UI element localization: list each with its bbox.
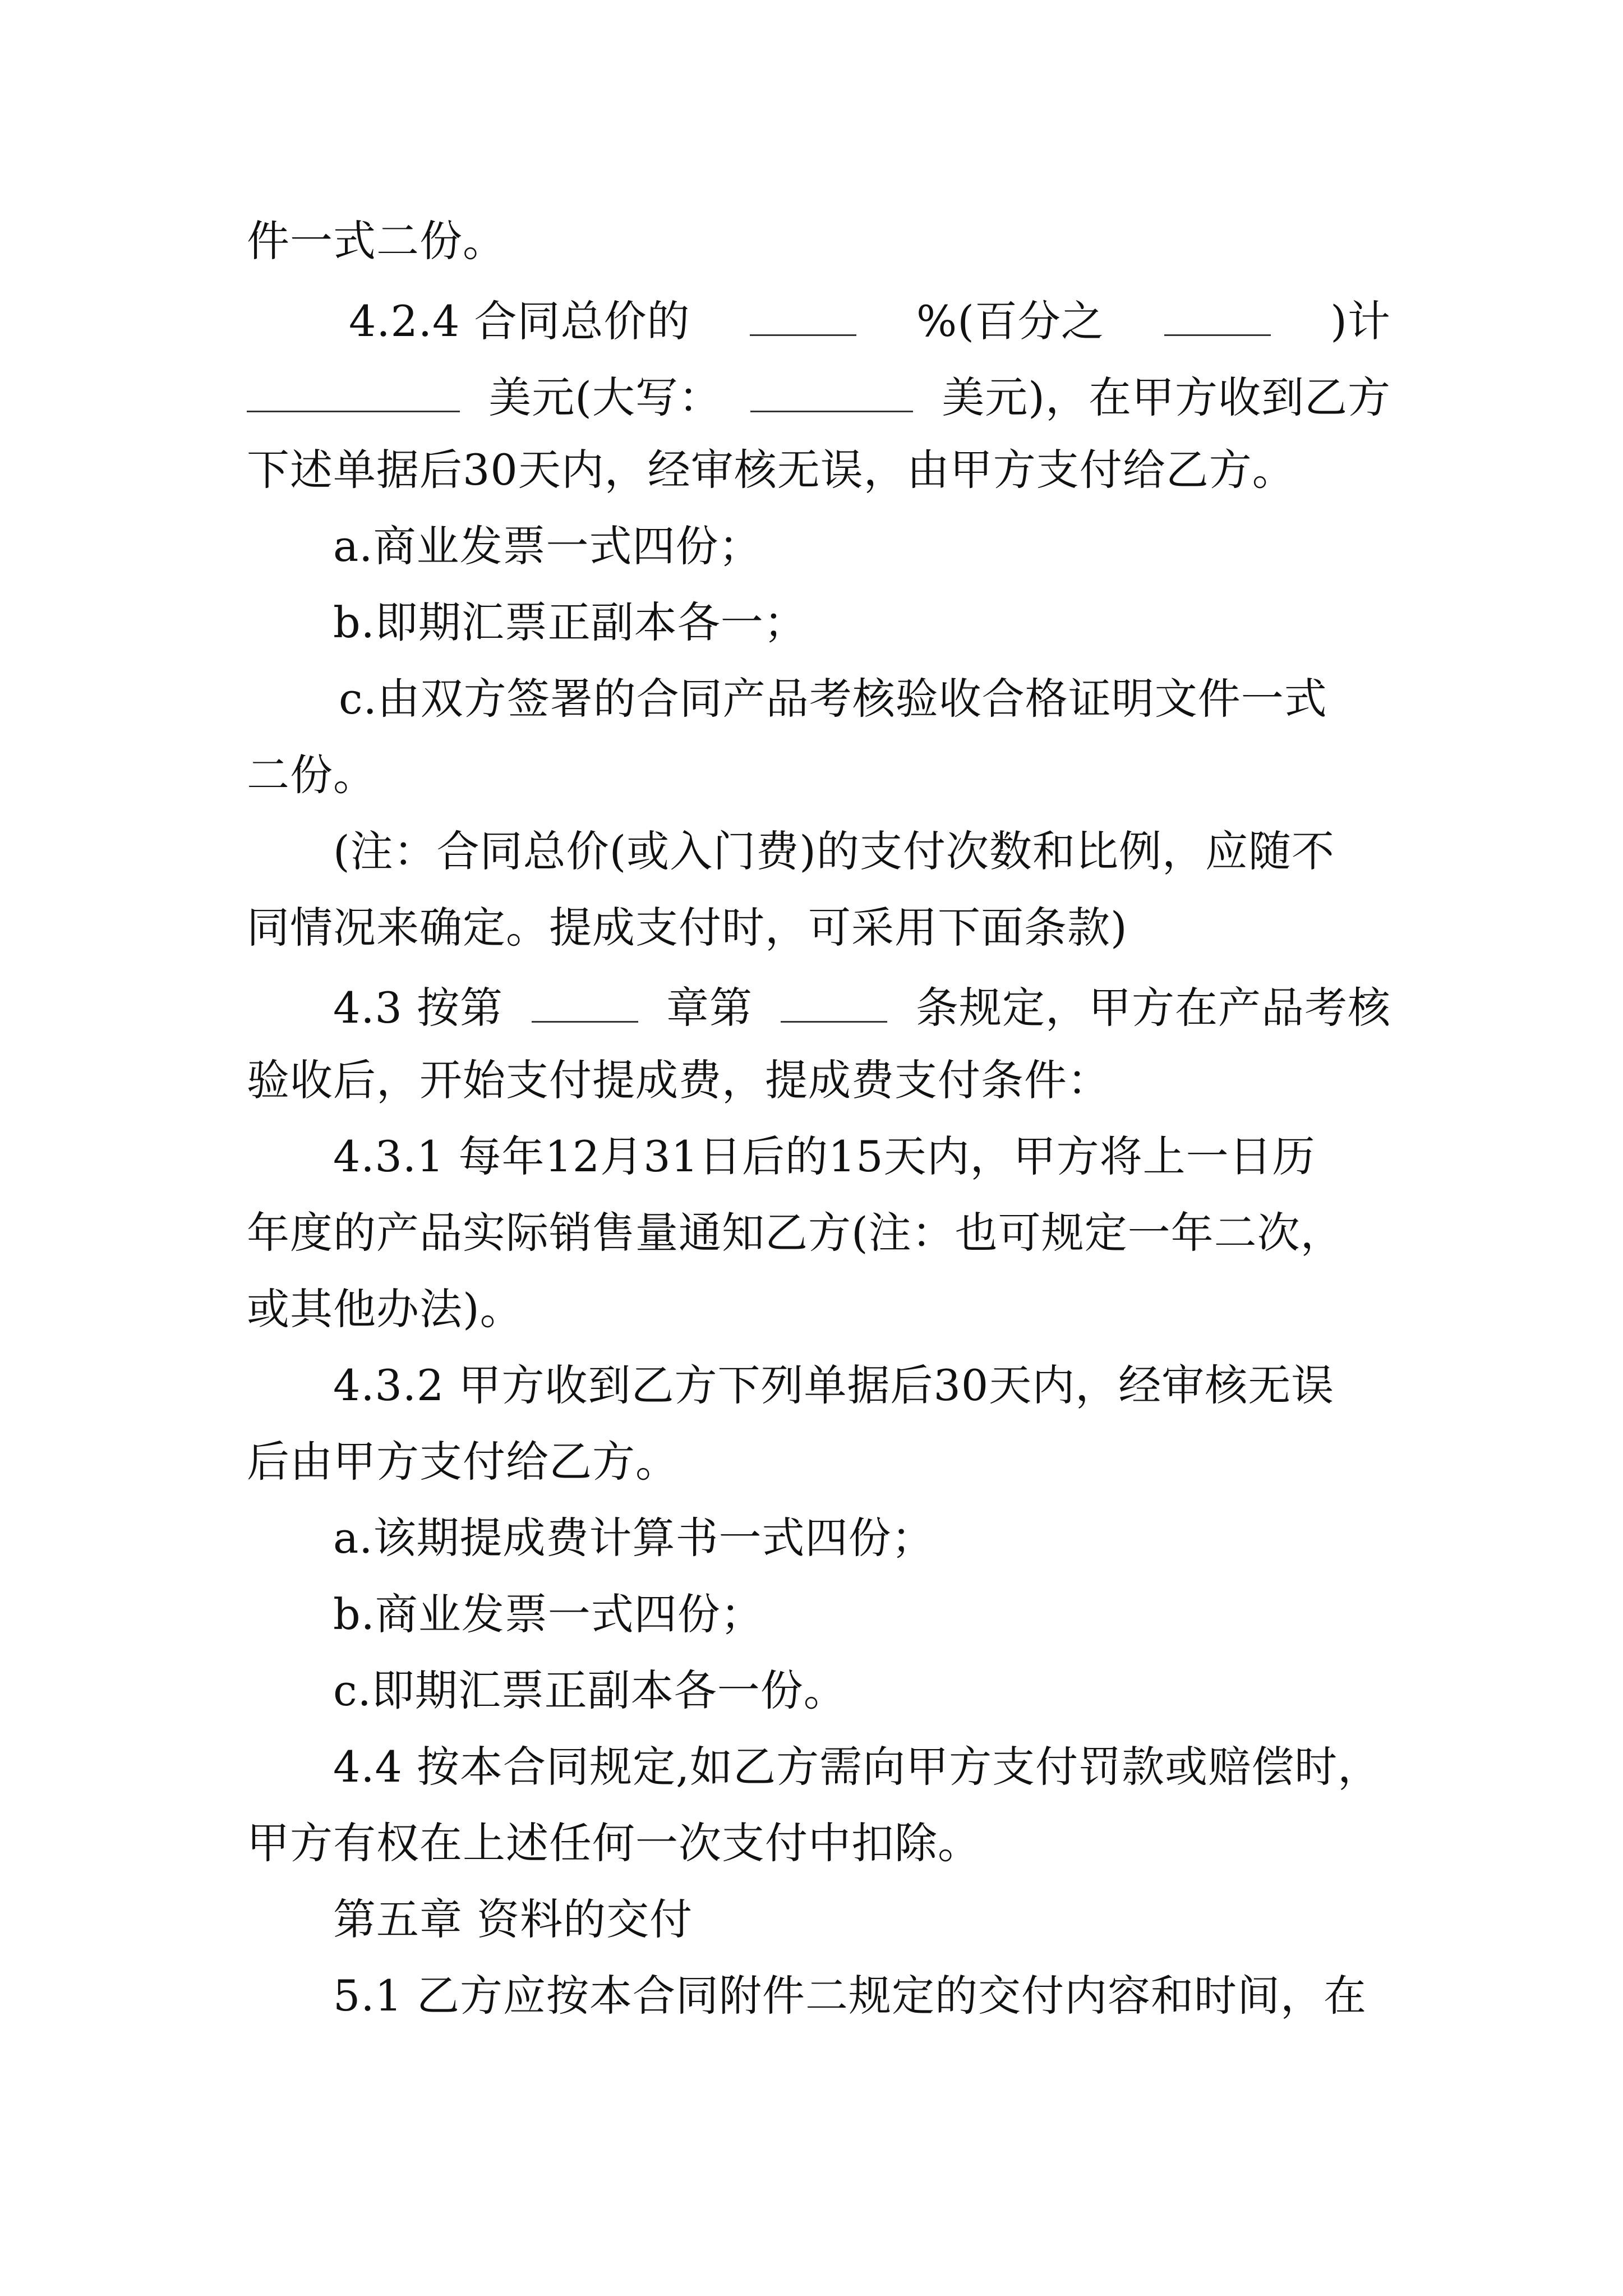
clause-line: 5.1 乙方应按本合同附件二规定的交付内容和时间，在 bbox=[333, 1971, 1367, 2021]
clause-line: 4.3.1 每年12月31日后的15天内，甲方将上一日历 bbox=[333, 1131, 1316, 1181]
percent-blank-field[interactable] bbox=[750, 296, 856, 336]
text-line: 年度的产品实际销售量通知乙方(注：也可规定一年二次， bbox=[247, 1208, 1344, 1258]
list-item: b.商业发票一式四份； bbox=[333, 1589, 764, 1639]
text-line: 后由甲方支付给乙方。 bbox=[247, 1437, 679, 1487]
clause-text: 4.2.4 合同总价的 bbox=[349, 296, 690, 347]
usd-amount-blank-field[interactable] bbox=[247, 372, 460, 412]
clause-text: 章第 bbox=[666, 983, 753, 1033]
chapter-blank-field[interactable] bbox=[532, 983, 638, 1023]
list-item: c.即期汇票正副本各一份。 bbox=[333, 1665, 847, 1715]
text-line: 件一式二份。 bbox=[247, 216, 506, 266]
list-item: a.商业发票一式四份； bbox=[333, 521, 762, 571]
chapter-heading: 第五章 资料的交付 bbox=[333, 1894, 693, 1944]
text-line: 验收后，开始支付提成费，提成费支付条件： bbox=[247, 1055, 1110, 1105]
note-line: (注：合同总价(或入门费)的支付次数和比例，应随不 bbox=[333, 826, 1335, 876]
clause-text: 美元)，在甲方收到乙方 bbox=[942, 372, 1391, 423]
clause-text: )计 bbox=[1330, 296, 1391, 347]
clause-4-3-line-1 bbox=[333, 983, 1391, 1033]
usd-amount-words-blank-field[interactable] bbox=[750, 372, 913, 412]
text-line: 甲方有权在上述任何一次支付中扣除。 bbox=[247, 1818, 981, 1868]
clause-text: 美元(大写： bbox=[488, 372, 722, 423]
clause-4-2-4-line-2 bbox=[247, 372, 1391, 423]
note-line: 同情况来确定。提成支付时，可采用下面条款) bbox=[247, 903, 1128, 953]
list-item: c.由双方签署的合同产品考核验收合格证明文件一式 bbox=[339, 674, 1327, 724]
clause-text: %(百分之 bbox=[916, 296, 1104, 347]
clause-4-2-4-line-1 bbox=[349, 296, 1391, 347]
text-line: 二份。 bbox=[247, 750, 376, 800]
list-item: a.该期提成费计算书一式四份； bbox=[333, 1513, 935, 1563]
text-line: 或其他办法)。 bbox=[247, 1284, 523, 1334]
clause-line: 4.3.2 甲方收到乙方下列单据后30天内，经审核无误 bbox=[333, 1360, 1335, 1410]
clause-text: 条规定，甲方在产品考核 bbox=[915, 983, 1391, 1033]
clause-text: 4.3 按第 bbox=[333, 983, 504, 1033]
percent-words-blank-field[interactable] bbox=[1164, 296, 1271, 336]
text-line: 下述单据后30天内，经审核无误，由甲方支付给乙方。 bbox=[247, 445, 1295, 495]
list-item: b.即期汇票正副本各一； bbox=[333, 597, 807, 647]
article-blank-field[interactable] bbox=[781, 983, 887, 1023]
clause-line: 4.4 按本合同规定,如乙方需向甲方支付罚款或赔偿时， bbox=[333, 1742, 1381, 1792]
